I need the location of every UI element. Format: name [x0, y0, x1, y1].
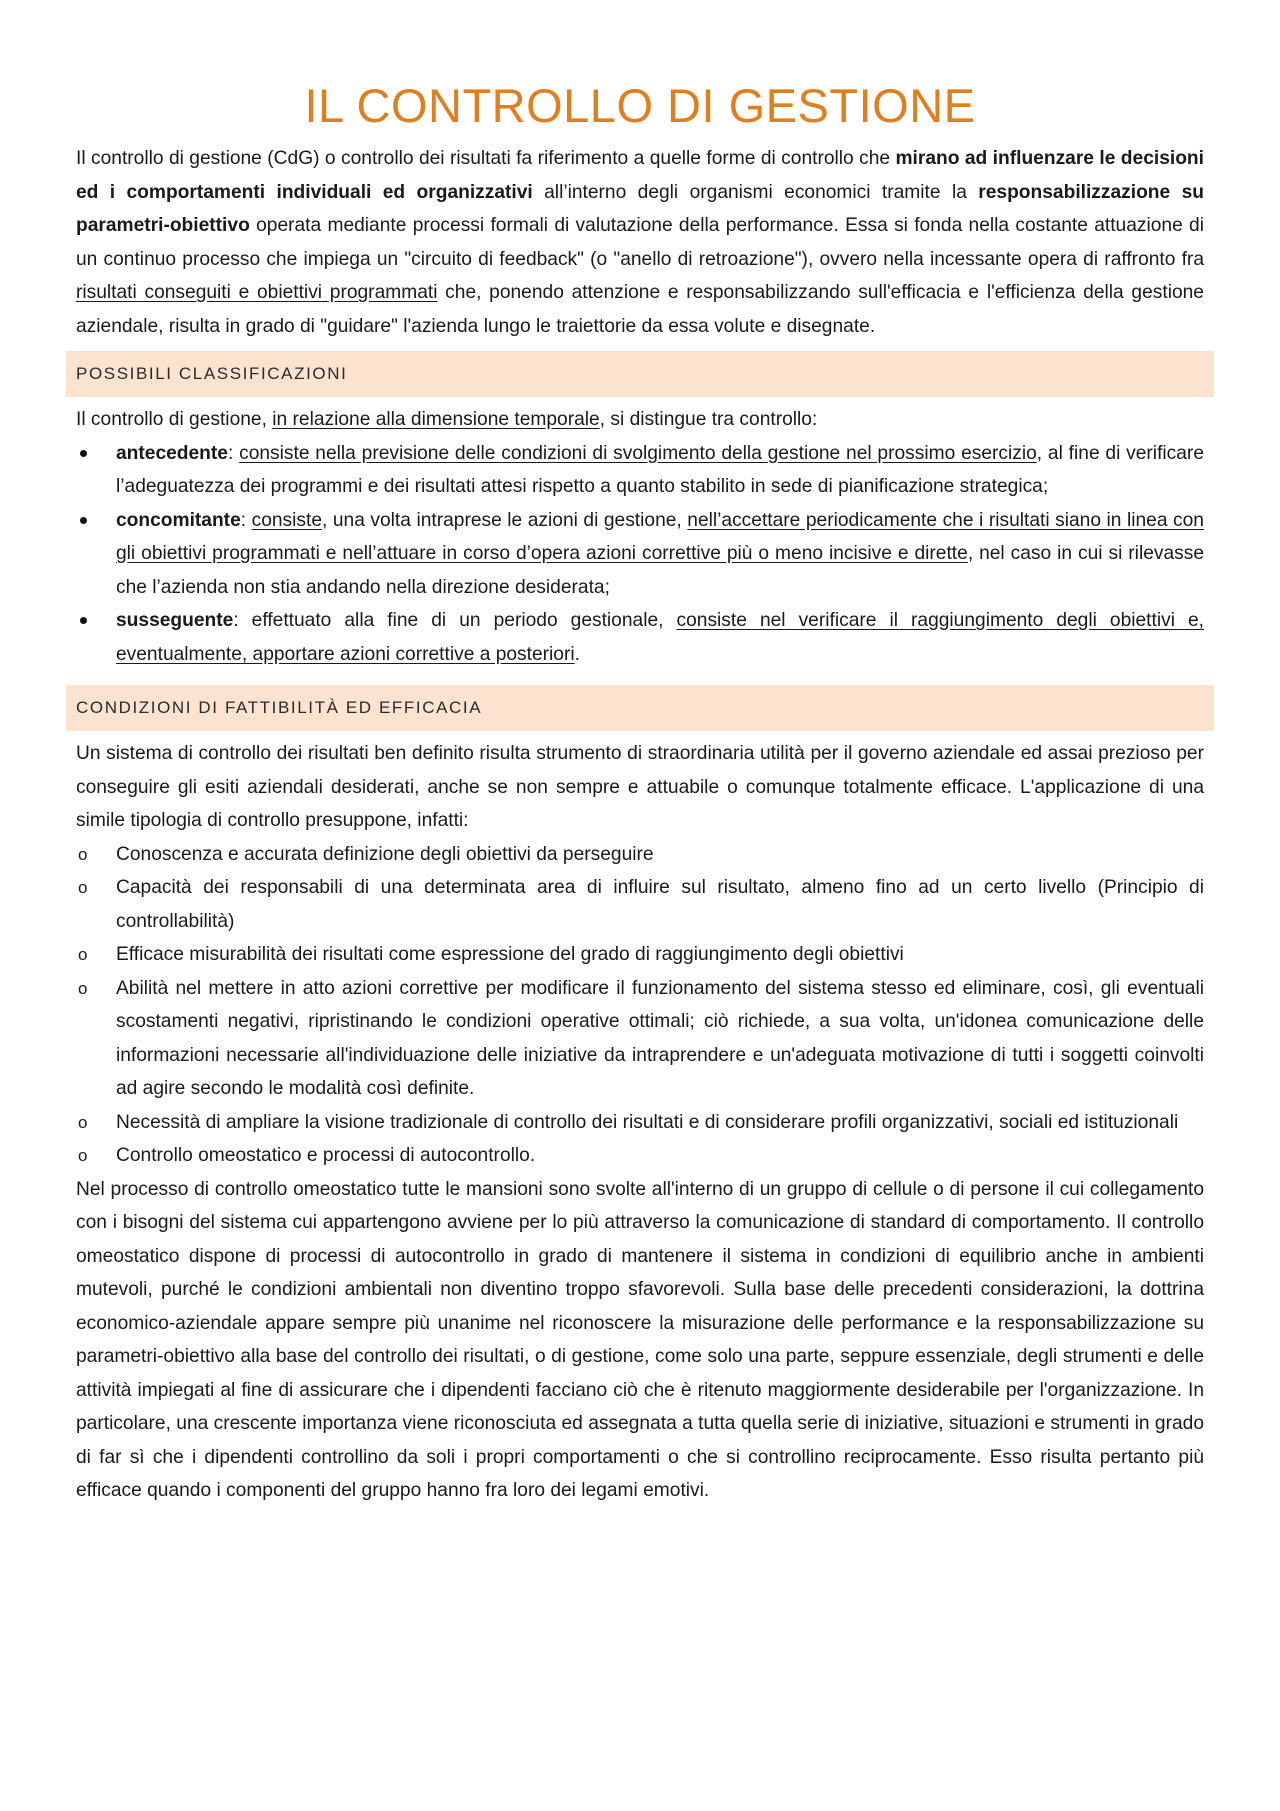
circle-bullet-icon: o — [78, 844, 88, 864]
list-item: susseguente: effettuato alla fine di un periodo gestionale, consiste nel verificare il raggiungimento degli obiettivi e, eventualmente, apportare azioni correttive a posteriori. — [116, 610, 1205, 665]
list-item: antecedente: consiste nella previsione delle condizioni di svolgimento della gestione nel prossimo esercizio, al fine di verificare l’adeguatezza dei programmi e dei risultati attesi rispetto a quanto stabilito in sede di pianificazione strategica; — [116, 442, 1204, 497]
closing-paragraph: Nel processo di controllo omeostatico tutte le mansioni sono svolte all'interno di un gruppo di cellule o di persone il cui collegamento con i bisogni del sistema cui appartengono avviene per lo più attraverso la comunicazione di standard di comportamento. Il controllo omeostatico dispone di processi di autocontrollo in grado di mantenere il sistema in condizioni di equilibrio anche in ambienti mutevoli, purché le condizioni ambientali non diventino troppo sfavorevoli. Sulla base delle precedenti considerazioni, la dottrina economico-aziendale appare sempre più unanime nel riconoscere la misurazione delle performance e la responsabilizzazione su parametri-obiettivo alla base del controllo dei risultati, o di gestione, come solo una parte, seppure essenziale, degli strumenti e delle attività impiegati al fine di assicurare che i dipendenti facciano ciò che è ritenuto maggiormente desiderabile per l'organizzazione. In particolare, una crescente importanza viene riconosciuta ed assegnata a tutta quella serie di iniziative, situazioni e strumenti in grado di far sì che i dipendenti controllino da soli i propri comportamenti o che si controllino reciprocamente. Esso risulta pertanto più efficace quando i componenti del gruppo hanno fra loro dei legami emotivi. — [76, 1178, 1204, 1501]
list-item: o Conoscenza e accurata definizione degli obiettivi da perseguire — [76, 838, 1204, 872]
section-heading-classificazioni: POSSIBILI CLASSIFICAZIONI — [66, 351, 1214, 397]
list-item: o Capacità dei responsabili di una determinata area di influire sul risultato, almeno fino ad un certo livello (Principio di controllabilità) — [76, 871, 1204, 938]
circle-bullet-icon: o — [78, 1146, 88, 1165]
list-item: concomitante: consiste, una volta intraprese le azioni di gestione, nell’accettare periodicamente che i risultati siano in linea con gli obiettivi programmati e nell’attuare in corso d’opera azioni correttive più o meno incisive e dirette, nel caso in cui si rilevasse che l’azienda non stia andando nella direzione desiderata; — [116, 509, 1204, 598]
list-item: o Necessità di ampliare la visione tradizionale di controllo dei risultati e di considerare profili organizzativi, sociali ed istituzionali — [76, 1106, 1204, 1140]
fattibilita-intro: Un sistema di controllo dei risultati ben definito risulta strumento di straordinaria utilità per il governo aziendale ed assai prezioso per conseguire gli esiti aziendali desiderati, anche se non sempre e attuabile o comunque totalmente efficace. L'applicazione di una simile tipologia di controllo presuppone, infatti: — [76, 743, 1204, 831]
circle-bullet-icon: o — [78, 945, 88, 964]
intro-paragraph: Il controllo di gestione (CdG) o controllo dei risultati fa riferimento a quelle forme di controllo che mirano ad influenzare le decisioni ed i comportamenti individuali ed organizzativi all’interno degli organismi economici tramite la responsabilizzazione su parametri-obiettivo operata mediante processi formali di valutazione della performance. Essa si fonda nella costante attuazione di un continuo processo che impiega un "circuito di feedback" (o "anello di retroazione"), ovvero nella incessante opera di raffronto fra risultati conseguiti e obiettivi programmati che, ponendo attenzione e responsabilizzando sull'efficacia e l'efficienza della gestione aziendale, risulta in grado di "guidare" l'azienda lungo le traiettorie da essa volute e disegnate. — [76, 148, 1204, 337]
circle-bullet-icon: o — [78, 878, 88, 897]
condizioni-list — [76, 838, 1204, 1173]
section-heading-fattibilita: CONDIZIONI DI FATTIBILITÀ ED EFFICACIA — [66, 685, 1214, 731]
classificazioni-lead: Il controllo di gestione, in relazione alla dimensione temporale, si distingue tra controllo: — [76, 409, 818, 430]
list-item: o Efficace misurabilità dei risultati come espressione del grado di raggiungimento degli obiettivi — [76, 938, 1204, 972]
page-title: IL CONTROLLO DI GESTIONE — [304, 79, 976, 132]
circle-bullet-icon: o — [78, 978, 88, 998]
list-item: o Abilità nel mettere in atto azioni correttive per modificare il funzionamento del sistema stesso ed eliminare, così, gli eventuali scostamenti negativi, ripristinando le condizioni operative ottimali; ciò richiede, a sua volta, un'idonea comunicazione delle informazioni necessarie all'individuazione delle iniziative da intraprendere e un'adeguata motivazione di tutti i soggetti coinvolti ad agire secondo le modalità così definite. — [76, 972, 1204, 1106]
circle-bullet-icon: o — [78, 1112, 88, 1132]
list-item: o Controllo omeostatico e processi di autocontrollo. — [76, 1139, 1204, 1173]
classificazioni-list — [76, 437, 1204, 672]
